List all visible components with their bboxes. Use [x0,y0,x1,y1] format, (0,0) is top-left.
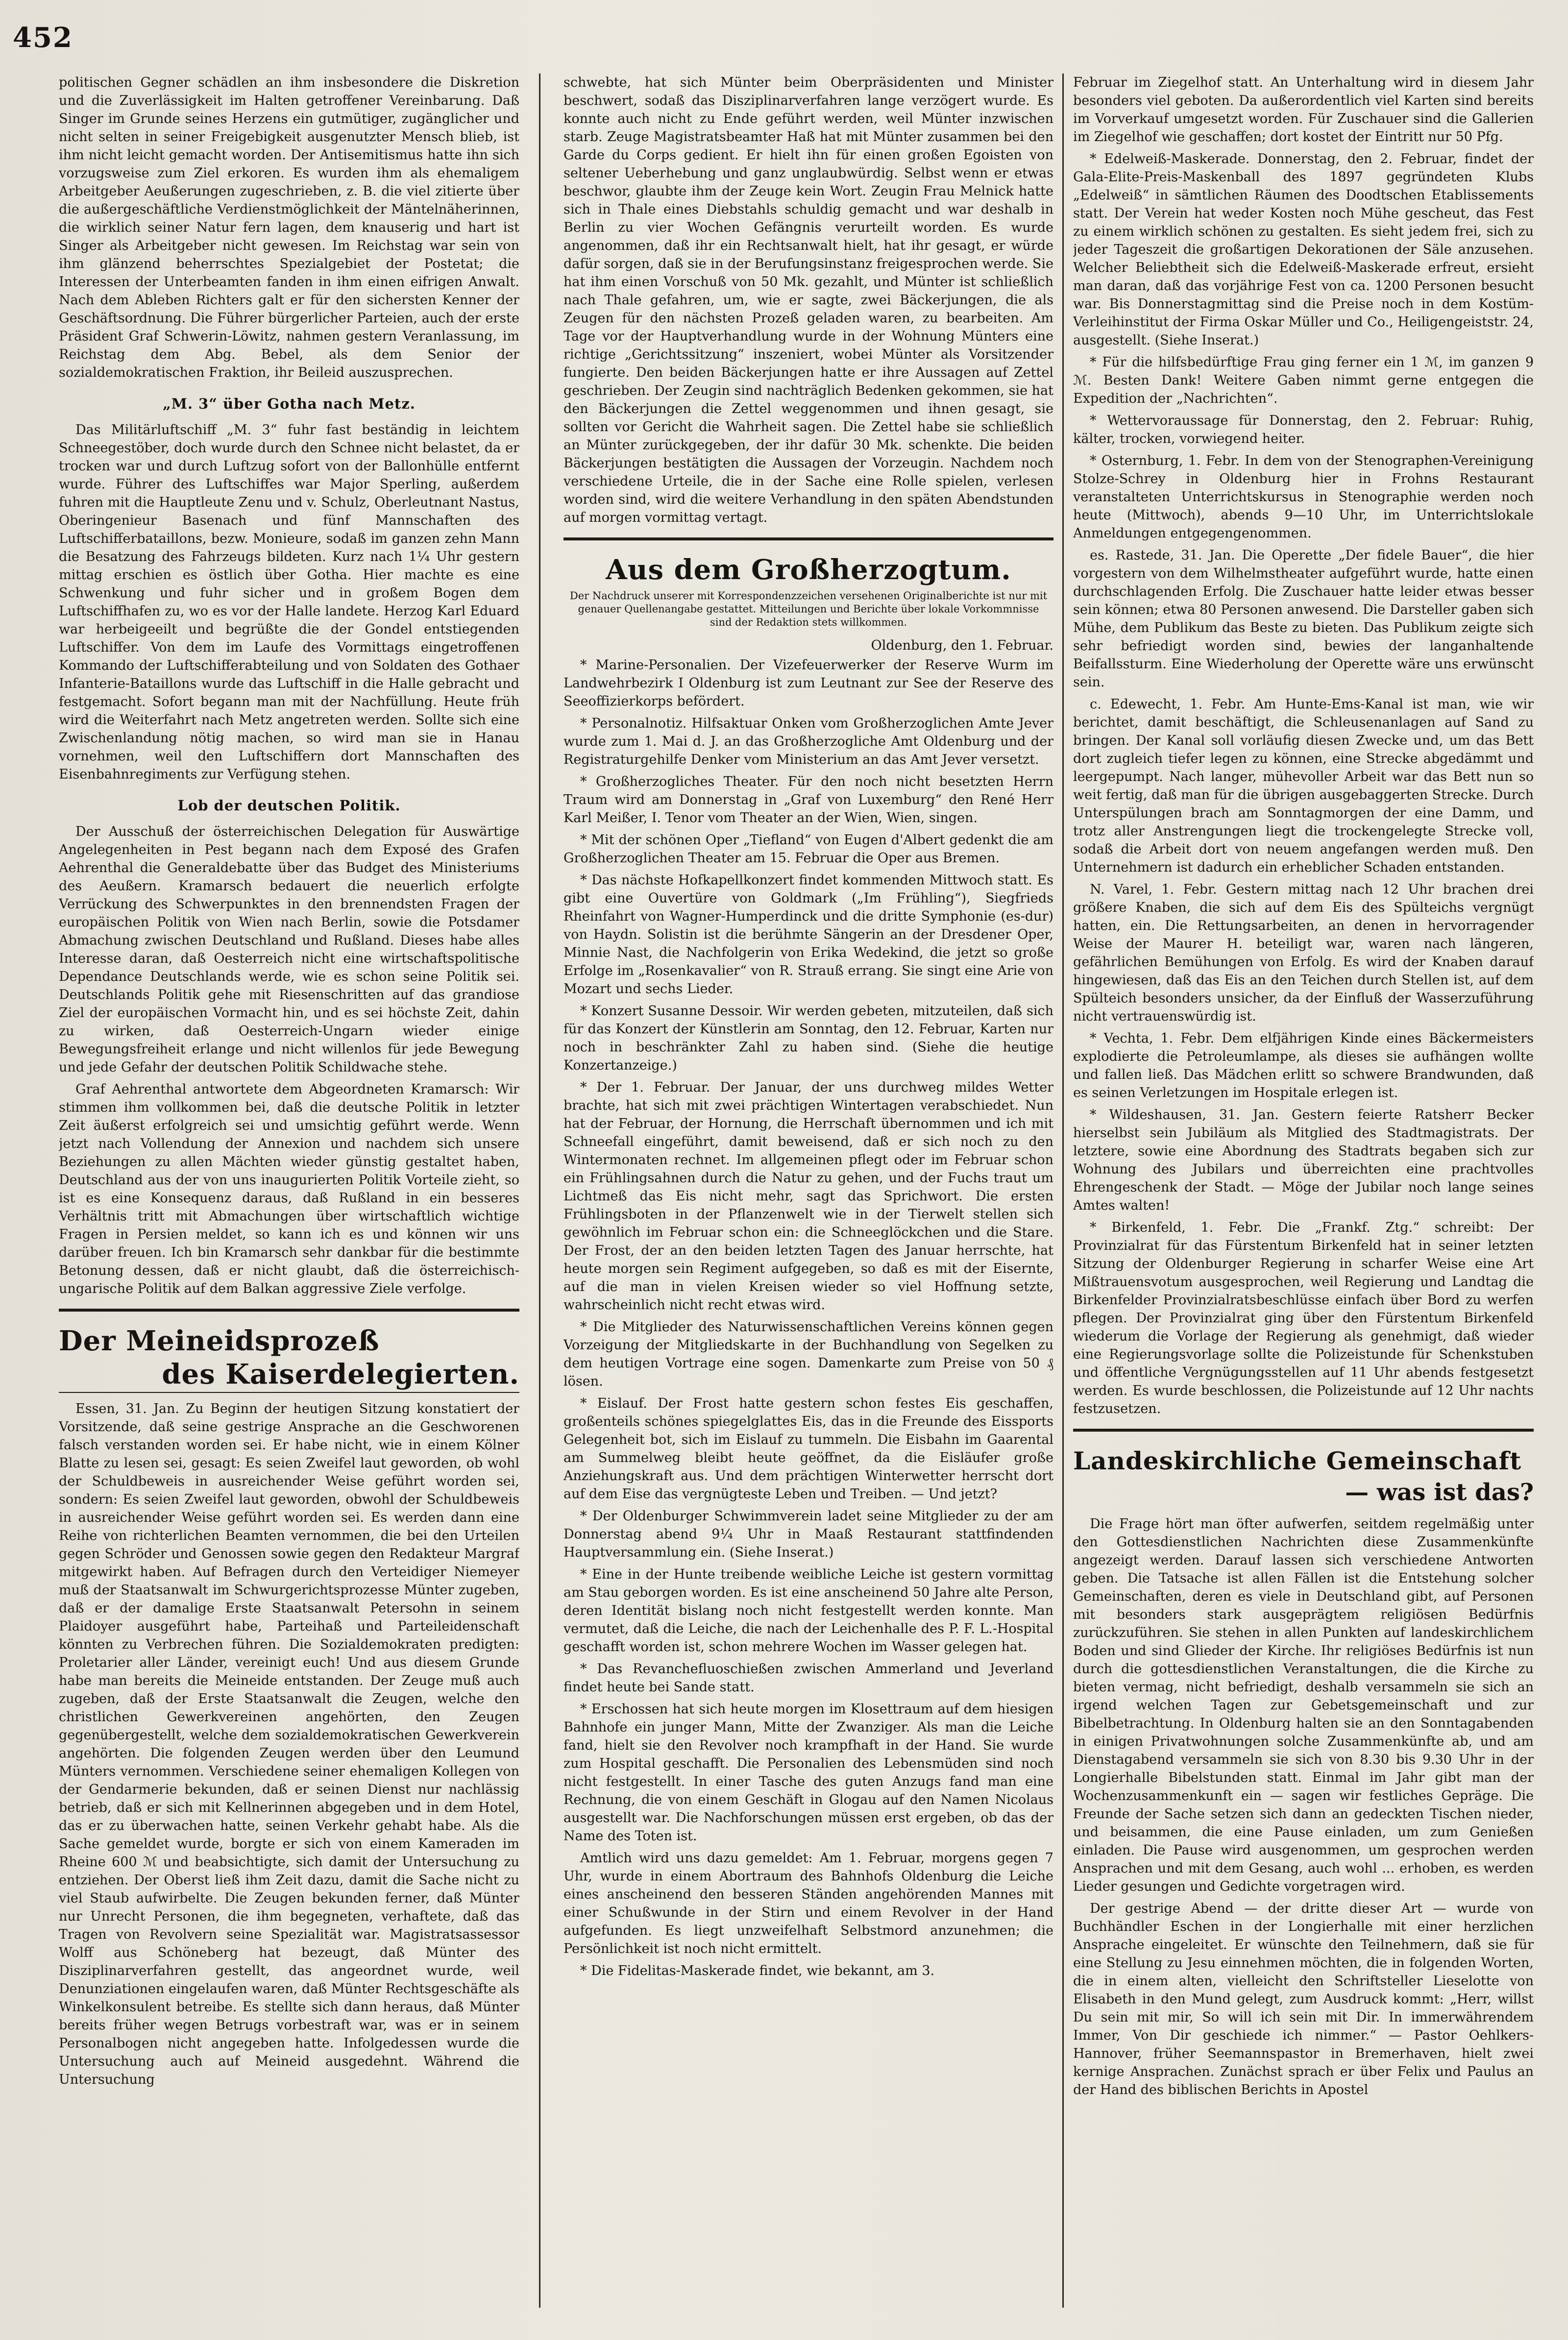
page-number: 452 [13,22,73,54]
news-item: * Marine-Personalien. Der Vizefeuerwerker der Reserve Wurm im Landwehrbezirk I Oldenburg ist zum Leutnant zur See der Reserve des Seeoffizierkorps befördert. [564,658,1054,709]
news-item: * Großherzogliches Theater. Für den noch nicht besetzten Herrn Traum wird am Donnerstag in „Graf von Luxemburg“ den René Herr Karl Meißer, I. Tenor vom Theater an der Wien, Wien, singen. [564,774,1054,826]
news-item: * Wettervoraussage für Donnerstag, den 2. Februar: Ruhig, kälter, trocken, vorwiegend heiter. [1073,413,1534,446]
article-heading-m3: „M. 3“ über Gotha nach Metz. [163,395,416,412]
news-item: * Eine in der Hunte treibende weibliche Leiche ist gestern vormittag am Stau geborgen worden. Es ist eine anscheinend 50 Jahre alte Person, deren Identität bislang noch nicht festgestellt werden konnte. Man vermutet, daß die Leiche, die nach der Leichenhalle des P. F. L.-Hospital geschafft worden ist, schon mehrere Wochen im Wasser gelegen hat. [564,1567,1054,1655]
news-item: * Das nächste Hofkapellkonzert findet kommenden Mittwoch statt. Es gibt eine Ouvertüre von Goldmark („Im Frühling“), Siegfrieds Rheinfahrt von Wagner-Humperdinck und die dritte Symphonie (es-dur) von Haydn. Solistin ist die berühmte Sängerin an der Dresdener Oper, Minnie Nast, die Nachfolgerin von Erika Wedekind, die jetzt so große Erfolge im „Rosenkavalier“ von R. Strauß errang. Sie singt eine Arie von Mozart und sechs Lieder. [564,873,1054,997]
section-divider [59,1392,519,1393]
news-item: * Eislauf. Der Frost hatte gestern schon festes Eis geschaffen, großenteils schönes spiegelglattes Eis, das in die Freunde des Eissports Gelegenheit bot, sich im Eislauf zu tummeln. Die Eisbahn im Gaarental am Summelweg bleibt heute geöffnet, da die Eisläufer große Anziehungskraft aus. Und dem prächtigen Winterwetter herrscht dort auf dem Eise das vergnügteste Leben und Treiben. — Und jetzt? [564,1396,1054,1502]
article-heading-meineid: Der Meineidsprozeß [59,1325,380,1357]
news-item: * Mit der schönen Oper „Tiefland“ von Eugen d'Albert gedenkt die am Großherzoglichen Theater am 15. Februar die Oper aus Bremen. [564,832,1054,866]
news-item: * Osternburg, 1. Febr. In dem von der Stenographen-Vereinigung Stolze-Schrey in Oldenburg hier in Frohns Restaurant veranstalteten Unterrichtskursus in Stenographie werden noch heute (Mittwoch), abends 9—10 Uhr, im Unterrichtslokale Anmeldungen entgegengenommen. [1073,453,1534,541]
news-item: * Der 1. Februar. Der Januar, der uns durchweg mildes Wetter brachte, hat sich mit zwei prächtigen Wintertagen verabschiedet. Nun hat der Februar, der Hornung, die Herrschaft übernommen und ich mit Schneefall eingeführt, damit beweisend, daß er sich noch zu den Wintermonaten rechnet. Im allgemeinen pflegt oder im Februar schon ein Frühlingsahnen durch die Natur zu gehen, und der Fuchs traut um Lichtmeß das Eis nicht mehr, sagt das Sprichwort. Die ersten Frühlingsboten in der Pflanzenwelt wie in der Tierwelt stellen sich gewöhnlich im Februar schon ein: die Schneeglöckchen und die Stare. Der Frost, der an den beiden letzten Tagen des Januar herrschte, hat heute morgen sein Regiment aufgegeben, so daß es mit der Eisernte, auf die man in vielen Kreisen wieder so viel Hoffnung setzte, wahrscheinlich nicht recht etwas wird. [564,1080,1054,1313]
section-heading-grossherzogtum: Aus dem Großherzogtum. [606,554,1011,586]
article-paragraph: Graf Aehrenthal antwortete dem Abgeordneten Kramarsch: Wir stimmen ihm vollkommen bei, daß die deutsche Politik in letzter Zeit äußerst erfolgreich sei und umsichtig geführt werde. Wenn jetzt nach Vollendung der Annexion und nachdem sich unsere Beziehungen zu allen Mächten wieder günstig gestaltet haben, Deutschland aus der von uns inaugurierten Politik Vorteile zieht, so ist es eine Konsequenz daraus, daß Rußland in ein besseres Verhältnis tritt mit Abmachungen über wirtschaftlich wichtige Fragen in Persien meldet, so kann ich es und können wir uns darüber freuen. Ich bin Kramarsch sehr dankbar für die bestimmte Betonung dessen, daß er nicht glaubt, daß die österreichisch-ungarische Politik auf dem Balkan aggressive Ziele verfolge. [59,1082,519,1296]
section-divider [564,537,1054,540]
news-item: * Personalnotiz. Hilfsaktuar Onken vom Großherzoglichen Amte Jever wurde zum 1. Mai d. J. an das Großherzogliche Amt Oldenburg und der Registraturgehilfe Denker vom Ministerium an das Amt Jever versetzt. [564,716,1054,767]
reprint-notice: Der Nachdruck unserer mit Korrespondenzzeichen versehenen Originalberichte ist nur mit genauer Quellenangabe gestattet. Mitteilungen und Berichte über lokale Vorkommnisse sind der Redaktion stets willkommen. [569,590,1048,628]
article-paragraph: Der gestrige Abend — der dritte dieser Art — wurde von Buchhändler Eschen in der Longierhalle mit einer herzlichen Ansprache eingeleitet. Er wünschte den Teilnehmern, daß sie für eine Stellung zu Jesu einnehmen möchten, die in folgenden Worten, die in einem alten, vielleicht den Schriftsteller Lieselotte von Elisabeth in den Mund gelegt, zum Ausdruck kommt: „Herr, willst Du sein mit mir, So will ich sein mit Dir. In immerwährendem Immer, Von Dir geschiede ich nimmer.“ — Pastor Oehlkers-Hannover, früher Seemannspastor in Bremerhaven, hielt zwei kernige Ansprachen. Zunächst sprach er über Felix und Paulus an der Hand des biblischen Berichts in Apostel [1073,1901,1534,2097]
news-item: * Der Oldenburger Schwimmverein ladet seine Mitglieder zu der am Donnerstag abend 9¼ Uhr in Maaß Restaurant stattfindenden Hauptversammlung ein. (Siehe Inserat.) [564,1509,1054,1560]
section-divider [1073,1429,1534,1432]
article-paragraph: Essen, 31. Jan. Zu Beginn der heutigen Sitzung konstatiert der Vorsitzende, daß seine gestrige Ansprache an die Geschworenen falsch verstanden worden sei. Er habe nicht, wie in einem Kölner Blatte zu lesen sei, gesagt: Es seien Zweifel laut geworden, ob wohl der Schuldbeweis in ausreichender Weise geführt worden sei, sondern: Es seien Zweifel laut geworden, obwohl der Schuldbeweis in ausreichender Weise geführt worden sei. Es werden dann eine Reihe von richterlichen Beamten vernommen, die bei den Urteilen gegen Schröder und Genossen sowie gegen den Redakteur Margraf mitgewirkt haben. Auf Befragen durch den Verteidiger Niemeyer muß der Staatsanwalt im Schwurgerichtsprozesse Münter zugeben, daß er der damalige Erste Staatsanwalt Petersohn in seinem Plaidoyer ausgeführt habe, Parteihaß und Parteileidenschaft könnten zu Verbrechen führen. Die Sozialdemokraten predigten: Proletarier aller Länder, vereinigt euch! Und aus diesem Grunde habe man bereits die Meineide entstanden. Der Zeuge muß auch zugeben, daß der Erste Staatsanwalt die Zeugen, welche den christlichen Gewerkvereinen angehörten, den Zeugen gegenübergestellt, welche dem sozialdemokratischen Gewerkverein angehörten. Die folgenden Zeugen werden über den Leumund Münters vernommen. Verschiedene seiner ehemaligen Kollegen von der Gendarmerie bekunden, daß er seinen Dienst nur nachlässig betrieb, daß er sich mit Kellnerinnen abgegeben und in dem Hotel, das er zu überwachen hatte, seinen Verkehr gehabt habe. Als die Sache gemeldet wurde, borgte er sich von einem Kameraden im Rheine 600 ℳ und beabsichtigte, sich damit der Untersuchung zu entziehen. Der Oberst ließ ihm Zeit dazu, damit die Sache nicht zu viel Staub aufwirbelte. Die Zeugen bekunden ferner, daß Münter nur Unrecht Personen, die ihm begegneten, verhaftete, daß das Tragen von Revolvern seine Spezialität war. Magistratsassessor Wolff aus Schöneberg hat bezeugt, daß Münter des Disziplinarverfahren gestellt, das angeordnet wurde, weil Denunziationen eingelaufen waren, daß Münter Rechtsgeschäfte als Winkelkonsulent betreibe. Es stellte sich dann heraus, daß Münter bereits früher wegen Betrugs vorbestraft war, was er in seinem Personalbogen nicht angegeben hatte. Infolgedessen wurde die Untersuchung auch auf Meineid ausgedehnt. Während die Untersuchung [59,1401,519,2087]
news-item: * Erschossen hat sich heute morgen im Klosettraum auf dem hiesigen Bahnhofe ein junger Mann, Mitte der Zwanziger. Als man die Leiche fand, hielt sie den Revolver noch krampfhaft in der Hand. Sie wurde zum Hospital geschafft. Die Personalien des Lebensmüden sind noch nicht festgestellt. In einer Tasche des guten Anzugs fand man eine Rechnung, die von einem Geschäft in Glogau auf den Namen Nicolaus ausgestellt war. Die Nachforschungen müssen erst ergeben, ob das der Name des Toten ist. [564,1702,1054,1844]
article-heading-landeskirchlich: Landeskirchliche Gemeinschaft [1073,1446,1522,1475]
news-item: * Für die hilfsbedürftige Frau ging ferner ein 1 ℳ, im ganzen 9 ℳ. Besten Dank! Weitere Gaben nimmt gerne entgegen die Expedition der „Nachrichten“. [1073,355,1534,406]
dateline: Oldenburg, den 1. Februar. [871,638,1054,653]
article-heading-politik: Lob der deutschen Politik. [177,797,401,814]
article-paragraph: politischen Gegner schädlen an ihm insbesondere die Diskretion und die Zuverlässigkeit im Halten getroffener Vereinbarung. Daß Singer im Grunde seines Herzens ein gutmütiger, zugänglicher und nicht selten in seiner Freigebigkeit ausgenutzter Mensch blieb, ist ihm nicht leicht gemacht worden. Der Antisemitismus hatte ihn sich vorzugsweise zum Ziel erkoren. Es wurden ihm als ehemaligem Arbeitgeber Aeußerungen zugeschrieben, z. B. die viel zitierte über die außergeschäftliche Verdienstmöglichkeit der Mäntelnäherinnen, die wirklich seiner Natur fern lagen, dem knauserig und hart ist Singer als Arbeitgeber nicht gewesen. Im Reichstag war sein von ihm glänzend beherrschtes Spezialgebiet der Postetat; die Interessen der Unterbeamten fanden in ihm einen eifrigen Anwalt. Nach dem Ableben Richters galt er für den sichersten Kenner der Geschäftsordnung. Die Führer bürgerlicher Parteien, auch der erste Präsident Graf Schwerin-Löwitz, nahmen gestern Veranlassung, im Reichstag dem Abg. Bebel, als dem Senior der sozialdemokratischen Fraktion, ihr Beileid auszusprechen. [59,75,519,380]
article-paragraph: Der Ausschuß der österreichischen Delegation für Auswärtige Angelegenheiten in Pest begann nach dem Exposé des Grafen Aehrenthal die Generaldebatte über das Budget des Ministeriums des Aeußern. Kramarsch bedauert die neuerlich erfolgte Verrückung des Schwerpunktes in den brennendsten Fragen der europäischen Politik von Wien nach Berlin, sowie die Potsdamer Abmachung zwischen Deutschland und Rußland. Dieses habe alles Interesse daran, daß Oesterreich nicht eine wirtschaftspolitische Dependance Deutschlands werde, wie es schon seine Politik sei. Deutschlands Politik gehe mit Riesenschritten auf das grandiose Ziel der europäischen Vormacht hin, und es sei höchste Zeit, dahin zu wirken, daß Oesterreich-Ungarn wieder einige Bewegungsfreiheit erlange und nicht willenlos für jede Bewegung und jede Gefahr der deutschen Politik Schildwache stehe. [59,824,519,1075]
column-middle [564,73,1054,2308]
column-left [59,73,519,2308]
news-item: Februar im Ziegelhof statt. An Unterhaltung wird in diesem Jahr besonders viel geboten. Da außerordentlich viel Karten sind bereits im Vorverkauf umgesetzt worden. Für Zuschauer sind die Gallerien im Ziegelhof wie geschaffen; dort kostet der Eintritt nur 50 Pfg. [1073,75,1534,145]
article-paragraph: Die Frage hört man öfter aufwerfen, seitdem regelmäßig unter den Gottesdienstlichen Nachrichten diese Zusammenkünfte angezeigt werden. Darauf lassen sich verschiedene Antworten geben. Die Tatsache ist allen Fällen ist die Entstehung solcher Gemeinschaften, deren es viele in Deutschland gibt, auf Personen mit besonders stark ausgeprägtem religiösen Bedürfnis zurückzuführen. Sie stehen in allen Punkten auf landeskirchlichem Boden und sind Glieder der Kirche. Ihr religiöses Bedürfnis ist nun durch die gottesdienstlichen Veranstaltungen, die die Kirche zu bieten vermag, nicht befriedigt, deshalb versammeln sie sich an irgend welchen Tagen zur Gebetsgemeinschaft und zur Bibelbetrachtung. In Oldenburg halten sie an den Sonntagabenden in einigen Privatwohnungen solche Zusammenkünfte ab, und am Dienstagabend versammeln sie sich von 8.30 bis 9.30 Uhr in der Longierhalle Bibelstunden statt. Einmal im Jahr gibt man der Wochenzusammenkunft ein — sagen wir festliches Gepräge. Die Freunde der Sache setzen sich dann an gedeckten Tischen nieder, und beisammen, die eine Pause einladen, um zum Genießen einladen. Die Pause wird ausgenommen, um gesprochen werden Ansprachen und mit dem Gesang, auch wohl ... erhoben, es werden Lieder gesungen und Gedichte vorgetragen wird. [1073,1516,1534,1894]
column-rule [539,73,540,2308]
article-heading-meineid-line2: des Kaiserdelegierten. [162,1358,519,1390]
news-item: * Birkenfeld, 1. Febr. Die „Frankf. Ztg.“ schreibt: Der Provinzialrat für das Fürstentum Birkenfeld hat in seiner letzten Sitzung der Oldenburger Regierung in scharfer Weise eine Art Mißtrauensvotum ausgesprochen, weil Regierung und Landtag die Birkenfelder Provinzialratsbeschlüsse einfach über Bord zu werfen pflegen. Der Provinzialrat ging über den Fürstentum Birkenfeld wiederum die Vorlage der Regierung als genehmigt, daß wieder eine Regierungsvorlage sollte die Polizeistunde für Schenkstuben und öffentliche Vergnügungsstellen auf 11 Uhr abends festgesetzt werden. Es wurde beschlossen, die Polizeistunde auf 12 Uhr nachts festzusetzen. [1073,1220,1534,1416]
article-paragraph: schwebte, hat sich Münter beim Oberpräsidenten und Minister beschwert, sodaß das Disziplinarverfahren lange verzögert wurde. Es konnte auch nicht zu Ende geführt werden, weil Münter inzwischen starb. Zeuge Magistratsbeamter Haß hat mit Münter zusammen bei den Garde du Corps gedient. Er hielt ihn für einen großen Egoisten von seltener Ueberhebung und ganz unglaubwürdig. Selbst wenn er etwas beschwor, glaubte ihm der Zeuge kein Wort. Zeugin Frau Melnick hatte sich in Thale eines Diebstahls schuldig gemacht und war deshalb in Berlin zu vier Wochen Gefängnis verurteilt worden. Es wurde angenommen, daß ihr ein Rechtsanwalt hielt, hat ihr gesagt, er würde dafür sorgen, daß sie in der Berufungsinstanz freigesprochen werde. Sie hat ihm einen Vorschuß von 50 Mk. gezahlt, und Münter ist schließlich nach Thale gefahren, um, wie er sagte, zwei Bäckerjungen, die als Zeugen für den nächsten Prozeß geladen waren, zu bearbeiten. Am Tage vor der Hauptverhandlung wurde in der Wohnung Münters eine richtige „Gerichtssitzung“ inszeniert, wobei Münter als Vorsitzender fungierte. Den beiden Bäckerjungen hatte er ihre Aussagen auf Zettel geschrieben. Der Zeugin sind nachträglich Bedenken gekommen, sie hat den Bäckerjungen die Zettel weggenommen und ihnen gesagt, sie sollten vor Gericht die Wahrheit sagen. Die Zettel habe sie schließlich an Münter zurückgegeben, der ihr dafür 30 Mk. schenkte. Die beiden Bäckerjungen bestätigten die Aussagen der Vorzeugin. Nachdem noch verschiedene Urteile, die in der Sache eine Rolle spielen, verlesen worden sind, wird die weitere Verhandlung in den späten Abendstunden auf morgen vormittag vertagt. [564,75,1054,525]
column-right [1073,73,1534,2308]
section-divider [59,1309,519,1312]
news-item: es. Rastede, 31. Jan. Die Operette „Der fidele Bauer“, die hier vorgestern von dem Wilhelmstheater aufgeführt wurde, hatte einen durchschlagenden Erfolg. Die Zuschauer hatte leider etwas besser sein können; etwa 80 Personen anwesend. Die Darsteller gaben sich Mühe, dem Publikum das Beste zu bieten. Das Publikum zeigte sich sehr befriedigt worden sind, bewies der langanhaltende Beifallssturm. Eine Wiederholung der Operette wäre uns erwünscht sein. [1073,548,1534,690]
news-item: * Konzert Susanne Dessoir. Wir werden gebeten, mitzuteilen, daß sich für das Konzert der Künstlerin am Sonntag, den 12. Februar, Karten nur noch in beschränkter Zahl zu haben sind. (Siehe die heutige Konzertanzeige.) [564,1003,1054,1073]
news-item: * Wildeshausen, 31. Jan. Gestern feierte Ratsherr Becker hierselbst sein Jubiläum als Mitglied des Stadtmagistrats. Der letztere, sowie eine Abordnung des Stadtrats begaben sich zur Wohnung des Jubilars und überreichten eine prachtvolles Ehrengeschenk der Stadt. — Möge der Jubilar noch lange seines Amtes walten! [1073,1107,1534,1213]
news-item: * Die Mitglieder des Naturwissenschaftlichen Vereins können gegen Vorzeigung der Mitgliedskarte in der Buchhandlung von Segelken zu dem heutigen Vortrage eine sogen. Damenkarte zum Preise von 50 ₰ lösen. [564,1319,1054,1389]
news-item: * Das Revanchefluoschießen zwischen Ammerland und Jeverland findet heute bei Sande statt. [564,1661,1054,1695]
article-paragraph: Das Militärluftschiff „M. 3“ fuhr fast beständig in leichtem Schneegestöber, doch wurde durch den Schnee nicht belastet, da er trocken war und durch Luftzug sofort von der Ballonhülle entfernt wurde. Führer des Luftschiffes war Major Sperling, außerdem fuhren mit die Hauptleute Zenu und v. Schulz, Oberleutnant Nastus, Oberingenieur Basenach und fünf Mannschaften des Luftschifferbataillons, bezw. Monieure, sodaß im ganzen zehn Mann die Besatzung des Fahrzeugs bildeten. Kurz nach 1¼ Uhr gestern mittag erschien es östlich über Gotha. Hier machte es eine Schwenkung und fuhr sicher und in großem Bogen dem Luftschiffhafen zu, wo es vor der Halle landete. Herzog Karl Eduard war herbeigeeilt und begrüßte die der Gondel entstiegenden Luftschiffer. Von dem im Laufe des Vormittags eingetroffenen Kommando der Luftschifferabteilung und von Soldaten des Gothaer Infanterie-Bataillons wurde das Luftschiff in die Halle gebracht und festgemacht. Sofort begann man mit der Nachfüllung. Heute früh wird die Weiterfahrt nach Metz angetreten werden. Sollte sich eine Zwischenlandung nötig machen, so wird man sie in Hanau vornehmen, weil den Luftschiffern dort Mannschaften des Eisenbahnregiments zur Verfügung stehen. [59,422,519,782]
news-item: c. Edewecht, 1. Febr. Am Hunte-Ems-Kanal ist man, wie wir berichtet, damit beschäftigt, die Schleusenanlagen auf Sand zu bringen. Der Kanal soll vorläufig diesen Zwecke und, um das Bett dort zugleich tiefer legen zu können, eine Strecke abgedämmt und leergepumpt. Nach langer, mühevoller Arbeit war das Bett nun so weit fertig, daß man für die übrigen ausgebaggerten Strecke. Durch Unterspülungen brach am Sonntagmorgen der eine Damm, und trotz aller Anstrengungen liegt die trockengelegte Strecke voll, sodaß die Arbeit dort von neuem angefangen werden muß. Den Unternehmern ist dadurch ein erheblicher Schaden entstanden. [1073,697,1534,875]
news-item: * Edelweiß-Maskerade. Donnerstag, den 2. Februar, findet der Gala-Elite-Preis-Maskenball des 1897 gegründeten Klubs „Edelweiß“ in sämtlichen Räumen des Doodtschen Etablissements statt. Der Verein hat weder Kosten noch Mühe gescheut, das Fest zu einem wirklich schönen zu gestalten. Es sieht jedem frei, sich zu jeder Tageszeit die großartigen Dekorationen der Säle anzusehen. Welcher Beliebtheit sich die Edelweiß-Maskerade erfreut, ersieht man daran, daß das vorjährige Fest von ca. 1200 Personen besucht war. Bis Donnerstagmittag sind die Preise noch in dem Kostüm-Verleihinstitut der Firma Oskar Müller und Co., Heiligengeiststr. 24, ausgestellt. (Siehe Inserat.) [1073,151,1534,348]
column-rule [1062,73,1064,2308]
news-item: * Die Fidelitas-Maskerade findet, wie bekannt, am 3. [580,1963,935,1978]
news-item: Amtlich wird uns dazu gemeldet: Am 1. Februar, morgens gegen 7 Uhr, wurde in einem Abortraum des Bahnhofs Oldenburg die Leiche eines anscheinend den besseren Ständen angehörenden Mannes mit einer Schußwunde in der Stirn und einem Revolver in der Hand aufgefunden. Es liegt unzweifelhaft Selbstmord anzunehmen; die Persönlichkeit ist noch nicht ermittelt. [564,1851,1054,1956]
article-heading-landeskirchlich-line2: — was ist das? [1345,1479,1534,1506]
news-item: * Vechta, 1. Febr. Dem elfjährigen Kinde eines Bäckermeisters explodierte die Petroleumlampe, als dieses sie aufhängen wollte und fallen ließ. Das Mädchen erlitt so schwere Brandwunden, daß es seinen Verletzungen im Hospitale erlegen ist. [1073,1031,1534,1100]
news-item: N. Varel, 1. Febr. Gestern mittag nach 12 Uhr brachen drei größere Knaben, die sich auf dem Eis des Spülteichs vergnügt hatten, ein. Die Rettungsarbeiten, an denen in hervorragender Weise der Maurer H. beteiligt war, waren nach längeren, gefährlichen Bemühungen von Erfolg. Es wird der Knaben darauf hingewiesen, daß das Eis an den Teichen durch Stellen ist, auf dem Spülteich besonders unsicher, da der Einfluß der Wasserzuführung nicht vertrauenswürdig ist. [1073,882,1534,1024]
